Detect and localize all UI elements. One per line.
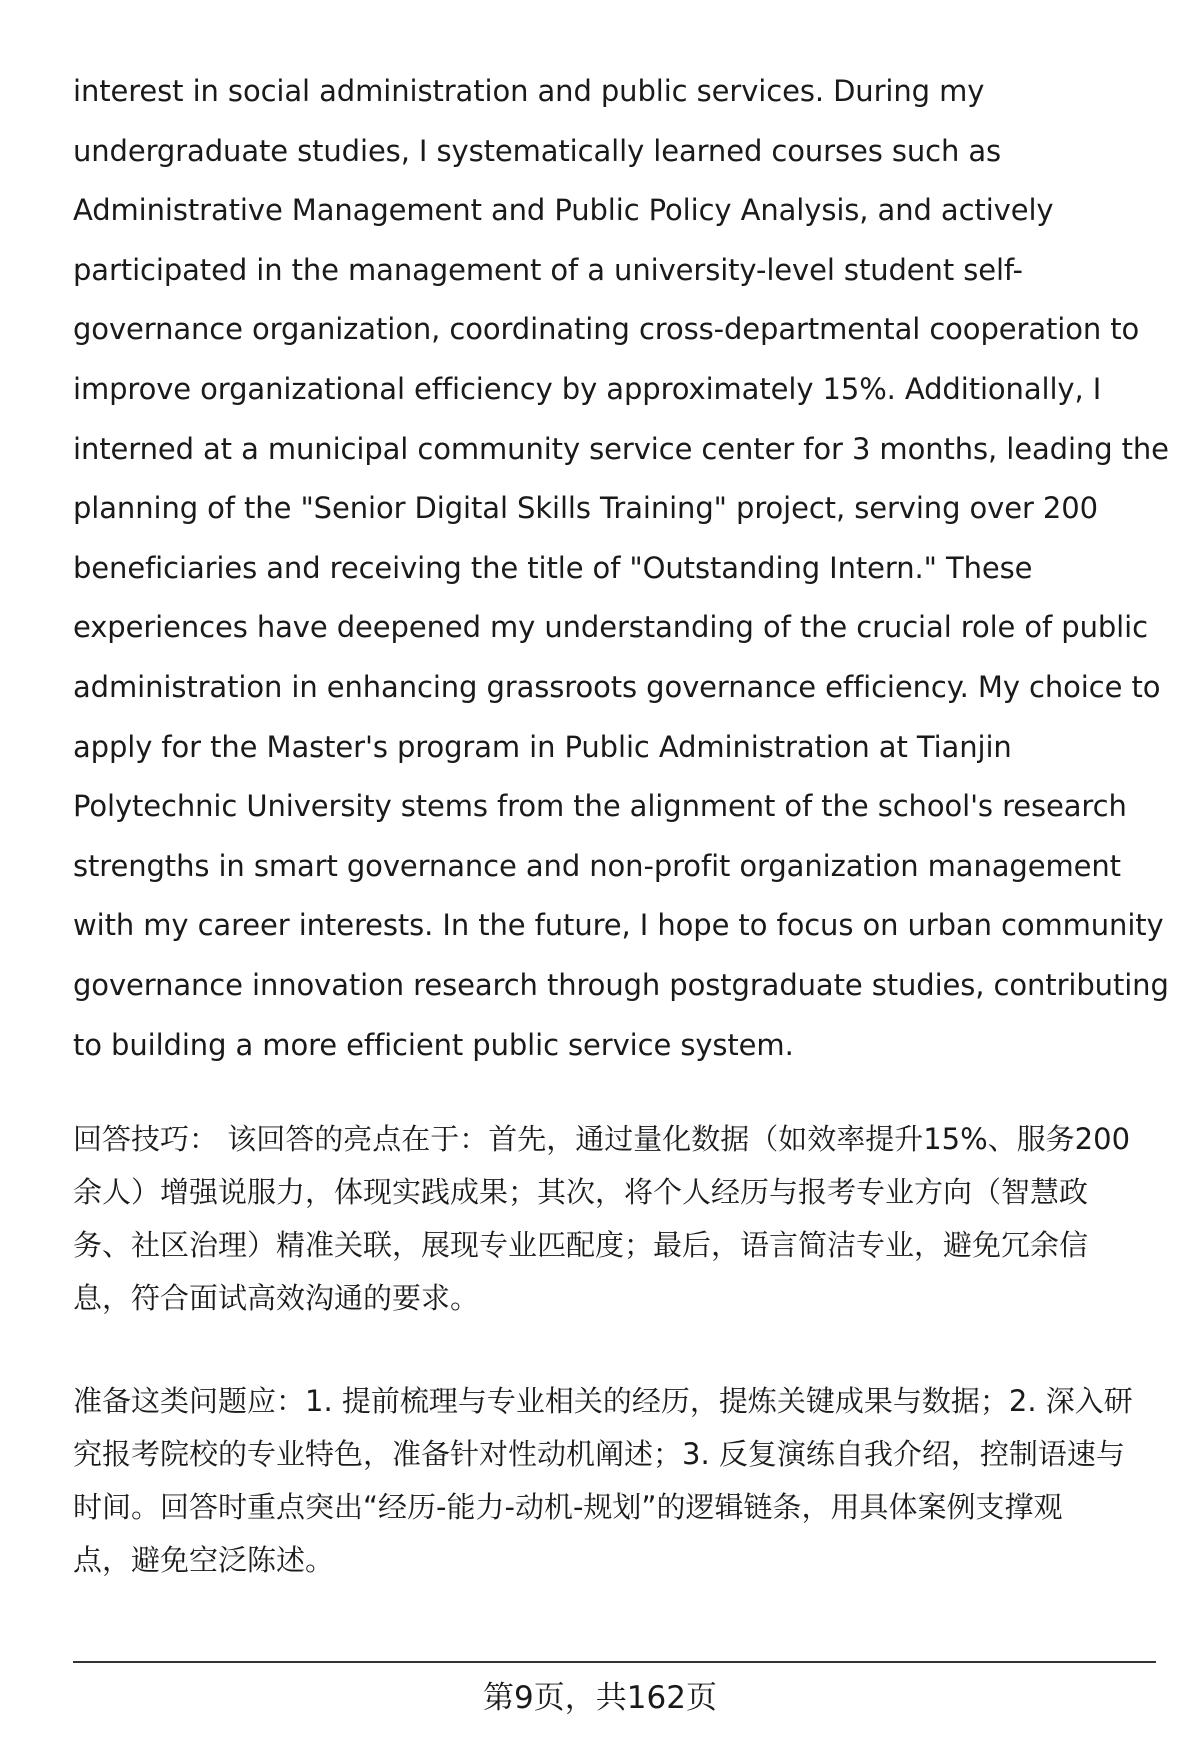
paragraph-line: with my career interests. In the future, I hope to focus on urban community (73, 908, 1164, 943)
paragraph-line: governance organization, coordinating cross-departmental cooperation to (73, 312, 1140, 347)
paragraph-line: governance innovation research through postgraduate studies, contributing (73, 967, 1169, 1002)
paragraph-line: strengths in smart governance and non-profit organization management (73, 848, 1121, 883)
prep-line: 点，避免空泛陈述。 (73, 1543, 335, 1577)
prep-line: 时间。回答时重点突出“经历-能力-动机-规划”的逻辑链条，用具体案例支撑观 (73, 1490, 1063, 1524)
tips-line: 务、社区治理）精准关联，展现专业匹配度；最后，语言简洁专业，避免冗余信 (73, 1228, 1089, 1262)
paragraph-line: improve organizational efficiency by approximately 15%. Additionally, I (73, 371, 1102, 406)
paragraph-line: administration in enhancing grassroots governance efficiency. My choice to (73, 669, 1161, 704)
footer-divider (73, 1661, 1156, 1663)
paragraph-line: beneficiaries and receiving the title of "Outstanding Intern." These (73, 550, 1033, 585)
paragraph-line: to building a more efficient public service system. (73, 1027, 794, 1062)
paragraph-line: Administrative Management and Public Policy Analysis, and actively (73, 193, 1054, 228)
paragraph-line: apply for the Master's program in Public Administration at Tianjin (73, 729, 1012, 764)
answer-paragraph (73, 62, 1169, 1075)
paragraph-line: planning of the "Senior Digital Skills Training" project, serving over 200 (73, 491, 1098, 526)
paragraph-line: undergraduate studies, I systematically learned courses such as (73, 133, 1002, 168)
answer-tips-paragraph (73, 1113, 1161, 1325)
prep-line: 究报考院校的专业特色，准备针对性动机阐述；3. 反复演练自我介绍，控制语速与 (73, 1437, 1125, 1471)
page-number: 第9页，共162页 (483, 1680, 717, 1716)
preparation-advice-paragraph (73, 1375, 1161, 1587)
paragraph-line: experiences have deepened my understanding of the crucial role of public (73, 610, 1148, 645)
paragraph-line: interned at a municipal community service center for 3 months, leading the (73, 431, 1169, 466)
tips-line: 回答技巧： 该回答的亮点在于：首先，通过量化数据（如效率提升15%、服务200 (73, 1122, 1131, 1156)
paragraph-line: interest in social administration and public services. During my (73, 74, 985, 108)
paragraph-line: Polytechnic University stems from the alignment of the school's research (73, 789, 1127, 824)
paragraph-line: participated in the management of a university-level student self- (73, 252, 1023, 287)
tips-line: 余人）增强说服力，体现实践成果；其次，将个人经历与报考专业方向（智慧政 (73, 1175, 1089, 1209)
prep-line: 准备这类问题应：1. 提前梳理与专业相关的经历，提炼关键成果与数据；2. 深入研 (73, 1384, 1133, 1418)
tips-line: 息，符合面试高效沟通的要求。 (73, 1281, 480, 1315)
